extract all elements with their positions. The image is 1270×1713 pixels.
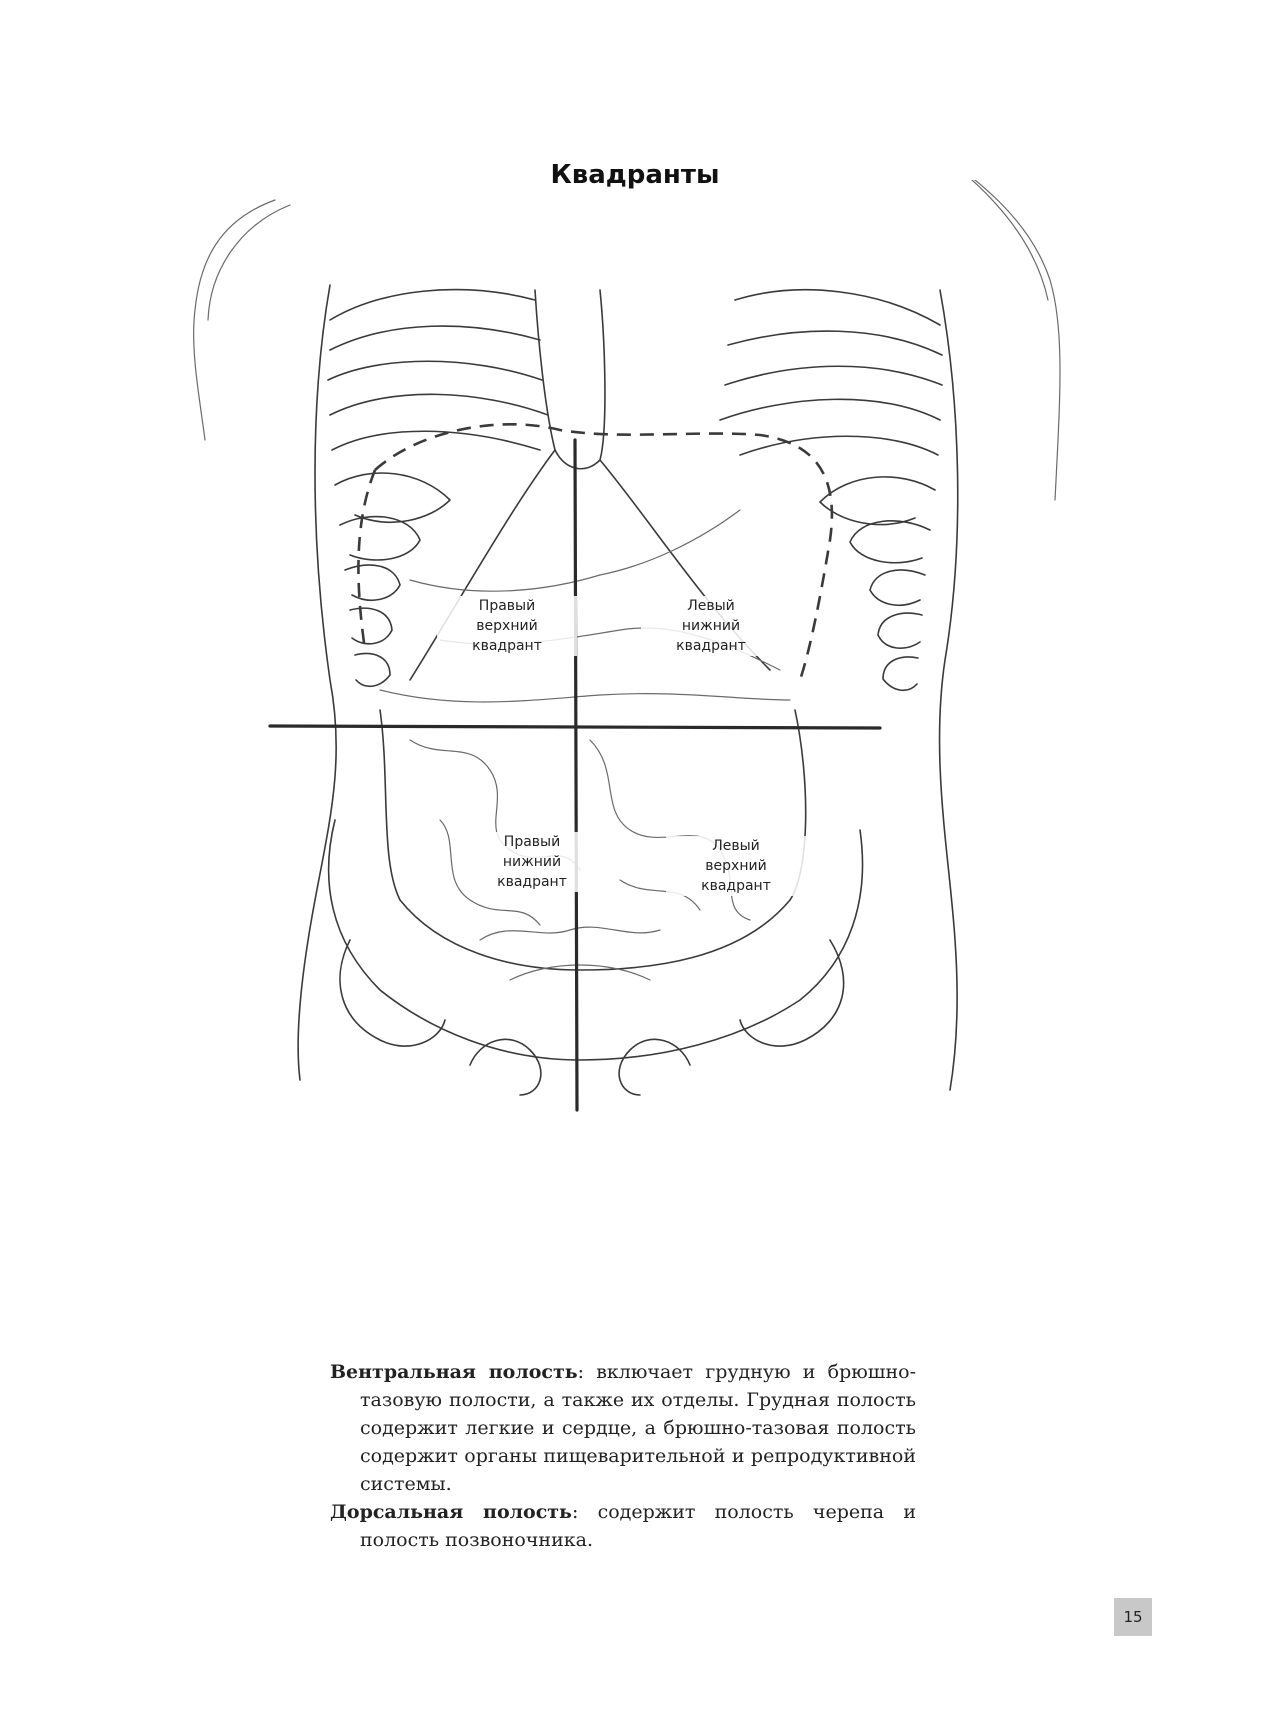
definition-dorsal-cavity [330,1498,916,1554]
term-ventral-cavity: Вентральная полость [330,1361,578,1383]
right-shoulder-outline [194,200,275,440]
torso-right-outline [298,285,336,1080]
quadrant-label-lower-left: Правый нижний квадрант [462,832,602,892]
definition-ventral-cavity [330,1358,916,1498]
quadrant-label-lower-right: Левый верхний квадрант [666,836,806,896]
page-title: Квадранты [550,160,720,190]
vertical-midline [575,440,577,1110]
quadrant-label-upper-right: Левый нижний квадрант [641,596,781,656]
page-number: 15 [1114,1598,1152,1636]
sternum [535,290,605,469]
definition-text: : включает грудную и брюшно-тазовую полости, а также их отделы. Грудная полость содержит легкие и сердце, а брюшно-тазовая полость содержит органы пищеварительной и репродуктивной системы. [360,1361,916,1495]
definitions-block [330,1358,916,1554]
quadrant-label-upper-left: Правый верхний квадрант [437,596,577,656]
torso-left-outline [940,290,958,1090]
left-shoulder-outline [920,180,1060,500]
horizontal-umbilical-line [270,726,880,728]
torso-quadrant-illustration [180,180,1090,1220]
term-dorsal-cavity: Дорсальная полость [330,1501,572,1523]
rib [330,290,535,320]
definition-text: : содержит полость черепа и полость позвоночника. [360,1501,917,1551]
